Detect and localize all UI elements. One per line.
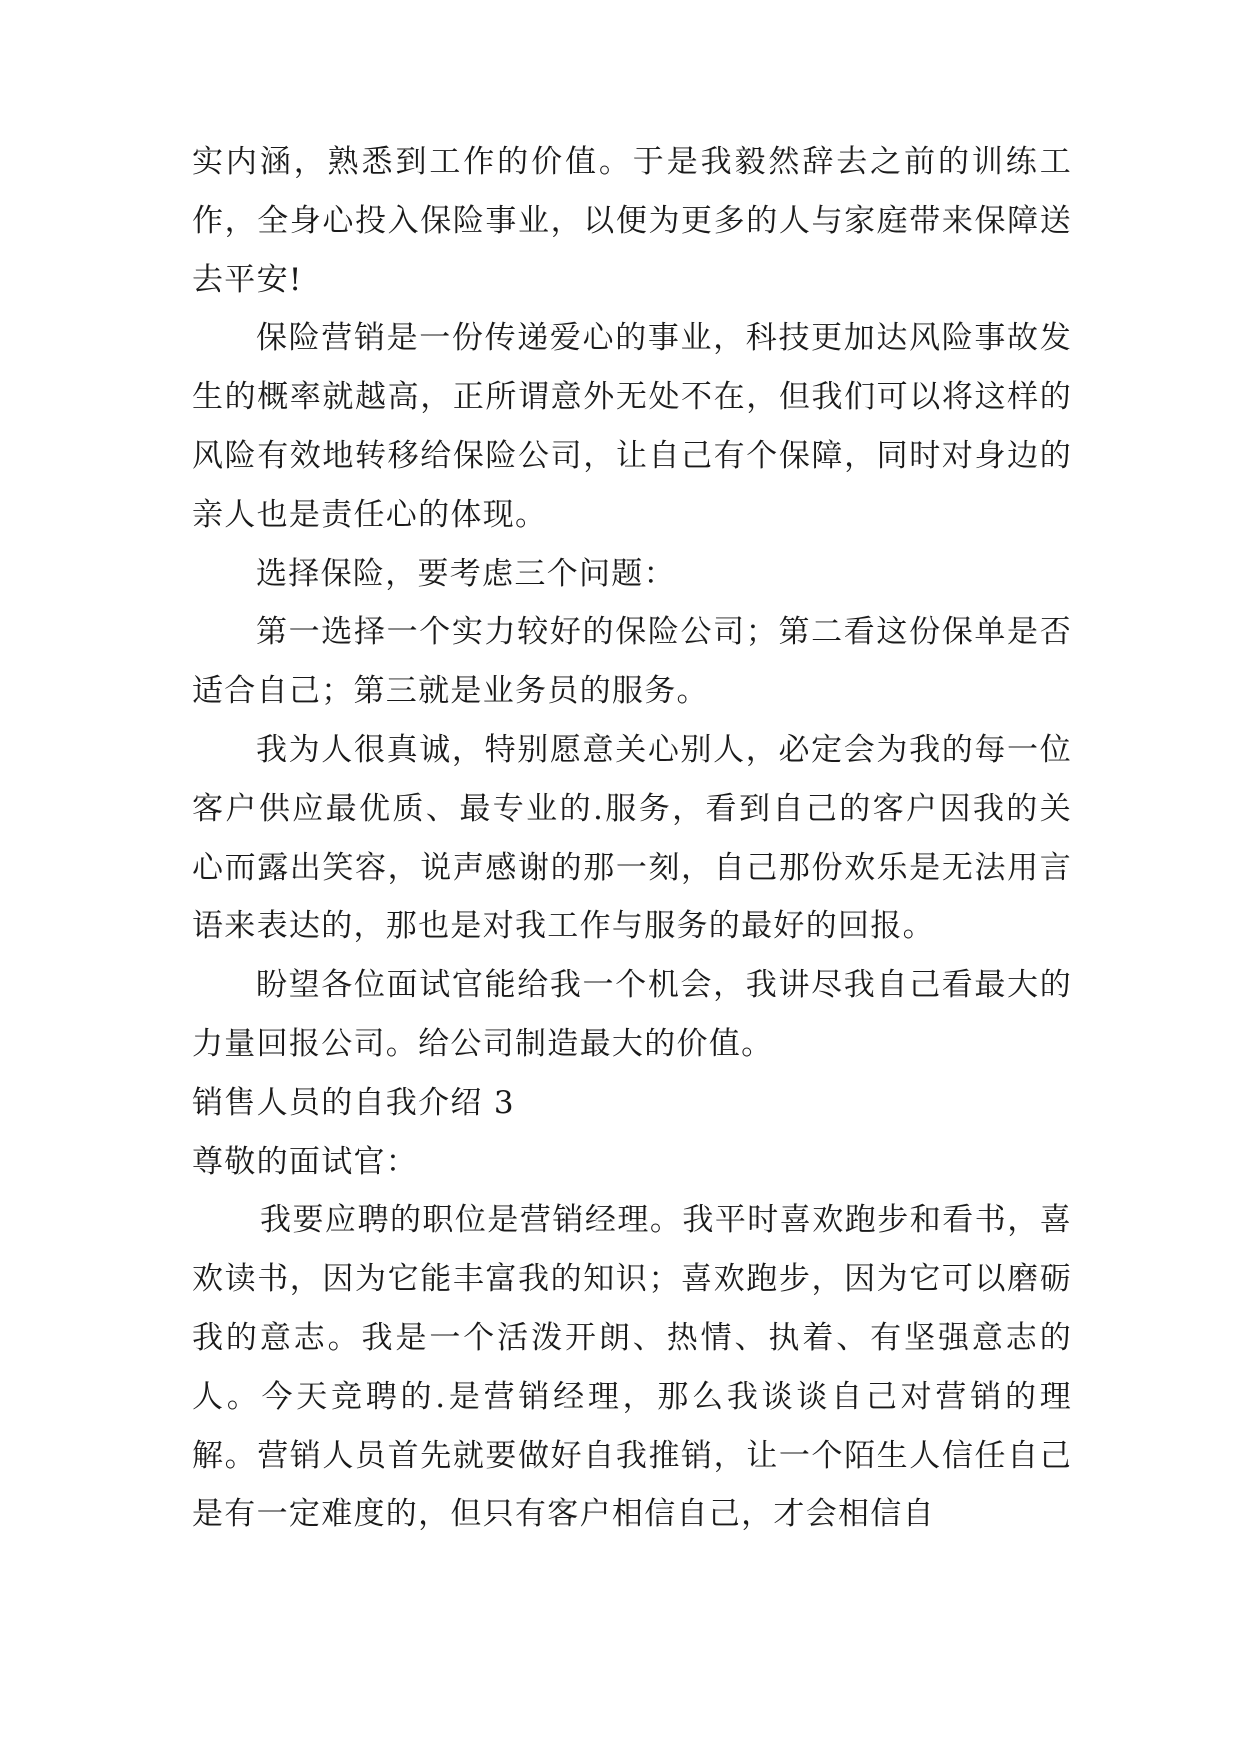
document-body bbox=[192, 133, 1072, 1544]
paragraph-sincere: 我为人很真诚，特别愿意关心别人，必定会为我的每一位客户供应最优质、最专业的.服务，看到自己的客户因我的关心而露出笑容，说声感谢的那一刻，自己那份欢乐是无法用言语来表达的，那也是对我工作与服务的最好的回报。 bbox=[192, 731, 1072, 945]
paragraph-continuation: 实内涵，熟悉到工作的价值。于是我毅然辞去之前的训练工作，全身心投入保险事业，以便为更多的人与家庭带来保障送去平安! bbox=[192, 144, 1072, 298]
paragraph-insurance-love: 保险营销是一份传递爱心的事业，科技更加达风险事故发生的概率就越高，正所谓意外无处不在，但我们可以将这样的风险有效地转移给保险公司，让自己有个保障，同时对身边的亲人也是责任心的体现。 bbox=[192, 320, 1072, 533]
salutation: 尊敬的面试官： bbox=[192, 1143, 419, 1180]
section-heading: 销售人员的自我介绍 3 bbox=[192, 1084, 515, 1121]
paragraph-manager: 我要应聘的职位是营销经理。我平时喜欢跑步和看书，喜欢读书，因为它能丰富我的知识；喜欢跑步，因为它可以磨砺我的意志。我是一个活泼开朗、热情、执着、有坚强意志的人。今天竞聘的.是营销经理，那么我谈谈自己对营销的理解。营销人员首先就要做好自我推销，让一个陌生人信任自己是有一定难度的，但只有客户相信自己，才会相信自 bbox=[192, 1202, 1072, 1533]
paragraph-hope: 盼望各位面试官能给我一个机会，我讲尽我自己看最大的力量回报公司。给公司制造最大的价值。 bbox=[192, 967, 1072, 1062]
paragraph-three-questions: 选择保险，要考虑三个问题： bbox=[256, 555, 676, 592]
paragraph-criteria: 第一选择一个实力较好的保险公司；第二看这份保单是否适合自己；第三就是业务员的服务。 bbox=[192, 614, 1072, 710]
